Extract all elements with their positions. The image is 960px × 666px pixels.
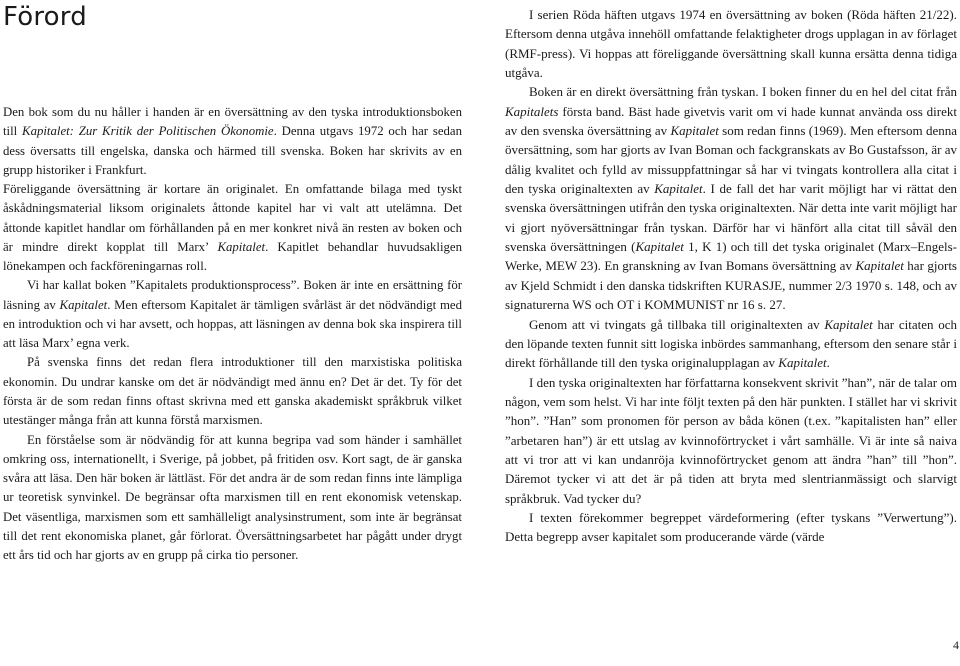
text-run: . [826,355,830,371]
left-body-text [3,103,462,565]
italic-title: Kapitalets [505,103,559,119]
text-run: Boken är en direkt översättning från tyskan. I boken finner du en hel del citat från [529,84,957,100]
text-run: Den bok som du nu håller i handen är en översättning av den tyska introduktionsboken till [3,105,462,139]
text-run: . Men eftersom Kapitalet är tämligen svårläst är det nödvändigt med en introduktion och vi har avsett, och hoppas, att läsningen av denna bok ska inspirera till att läsa Marx’ egna verk. [3,297,462,351]
right-body-text [505,5,957,547]
italic-title: Kapitalet [670,123,719,139]
paragraph [3,180,462,276]
italic-title: Kapitalet [855,258,904,274]
text-run: har gjorts av Kjeld Schmidt i den danska tidskriften KURASJE, nummer 2/3 1970 s. 148, och av signaturerna WS och OT i KOMMUNIST nr 16 s. 27. [505,258,957,313]
text-run: som redan finns (1969). Men eftersom denna översättning, som har gjorts av Ivan Boman och fackgranskats av Bo Gustafsson, är av dålig kvalitet och fylld av missuppfattningar så har vi tvingats kontrollera alla citat i den tyska originaltexten av [505,123,957,197]
italic-title: Kapitalet [654,181,703,197]
text-run: . Denna utgavs 1972 och har sedan dess översatts till engelska, danska och härmed till svenska. Boken har skrivits av en grupp historiker i Frankfurt. [3,124,462,177]
paragraph: I serien Röda häften utgavs 1974 en översättning av boken (Röda häften 21/22). Eftersom denna utgåva innehöll omfattande felaktigheter drogs upplagan in av förlaget (RMF-press). Vi hoppas att föreliggande översättning skall kunna ersätta denna tidiga utgåva. [505,7,957,81]
paragraph: En förståelse som är nödvändig för att kunna begripa vad som händer i samhället omkring oss, internationellt, i Sverige, på jobbet, på fritiden osv. Kort sagt, de är ganska svåra att läsa. Den här boken är lättläst. För det andra är de som redan finns inte lämpliga ur teoretisk synvinkel. De begränsar ofta marxismen till en rent ekonomisk vetenskap. Det väsentliga, marxismen som ett samhälleligt analysinstrument, som inte är begränsat till det rent ekonomiska planet, går förlorat. Översättningsarbetet har pågått under drygt ett års tid och har gjorts av en grupp på cirka tio personer. [3,432,462,563]
text-run: första band. Bäst hade givetvis varit om vi hade kunnat använda oss direkt av den svenska översättning av [505,103,957,139]
page-title: Förord [3,2,87,32]
text-run: har citaten och den löpande texten funnit sitt logiska inbördes sammanhang, eftersom den senare står i direkt förhållande till den tyska originalupplagan av [505,316,957,371]
paragraph [505,82,957,314]
text-run: Vi har kallat boken ”Kapitalets produktionsprocess”. Boken är inte en ersättning för läsning av [3,278,462,312]
paragraph: På svenska finns det redan flera introduktioner till den marxistiska politiska ekonomin. Du undrar kanske om det är nödvändigt med ännu en? Det är det. Ty för det första är de som redan finns oftast skrivna med ett ganska akademiskt språkbruk vilket utestänger många från att kunna förstå marxismen. [3,355,462,428]
italic-title: Kapitalet [635,239,684,255]
italic-title: Kapitalet [778,355,827,371]
page-number: 4 [953,638,959,652]
text-run: . I de fall det har varit möjligt har vi rättat den svenska översättningen utifrån den tyska originaltexten. När detta inte varit möjligt har vi gjort nyöversättningar från tyskan. Därför har vi hänfört alla citat till såväl den svenska översättningen ( [505,181,957,255]
italic-title: Kapitalet: Zur Kritik der Politischen Ökonomie [22,124,274,139]
paragraph [3,103,462,180]
paragraph [505,315,957,373]
paragraph: I texten förekommer begreppet värdeformering (efter tyskans ”Verwertung”). Detta begrepp avser kapitalet som producerande värde (värde [505,509,957,545]
text-run: 1, K 1) och till det tyska originalet (Marx–Engels-Werke, MEW 23). En granskning av Ivan Bomans översättning av [505,239,957,274]
italic-title: Kapitalet [824,316,873,332]
paragraph [3,276,462,353]
text-run: . Kapitlet behandlar huvudsakligen lönekampen och fackföreningarnas roll. [3,239,462,274]
text-run: Genom att vi tvingats gå tillbaka till originaltexten av [529,316,825,332]
italic-title: Kapitalet [59,297,108,312]
italic-title: Kapitalet [217,239,266,254]
paragraph: I den tyska originaltexten har författarna konsekvent skrivit ”han”, när de talar om någon, vem som helst. Vi har inte följt texten på den här punkten. I stället har vi skrivit ”hon”. ”Han” som pronomen för person av båda könen (t.ex. ”kapitalisten han” eller ”arbetaren han”) är ett utslag av kvinnoförtrycket i vårt samhälle. Vi är inte så naiva att vi tror att vi kan undanröja kvinnoförtrycket genom att ändra ”han” till ”hon”. Däremot tycker vi att det är på tiden att bryta med slentrianmässigt och slarvigt språkbruk. Vad tycker du? [505,374,957,506]
text-run: Föreliggande översättning är kortare än originalet. En omfattande bilaga med tyskt åskådningsmaterial liksom originalets åttonde kapitel har vi valt att utelämna. Det åttonde kapitlet handlar om förhållanden på en mer konkret nivå än resten av boken och är mindre direkt kopplat till Marx’ [3,182,462,254]
